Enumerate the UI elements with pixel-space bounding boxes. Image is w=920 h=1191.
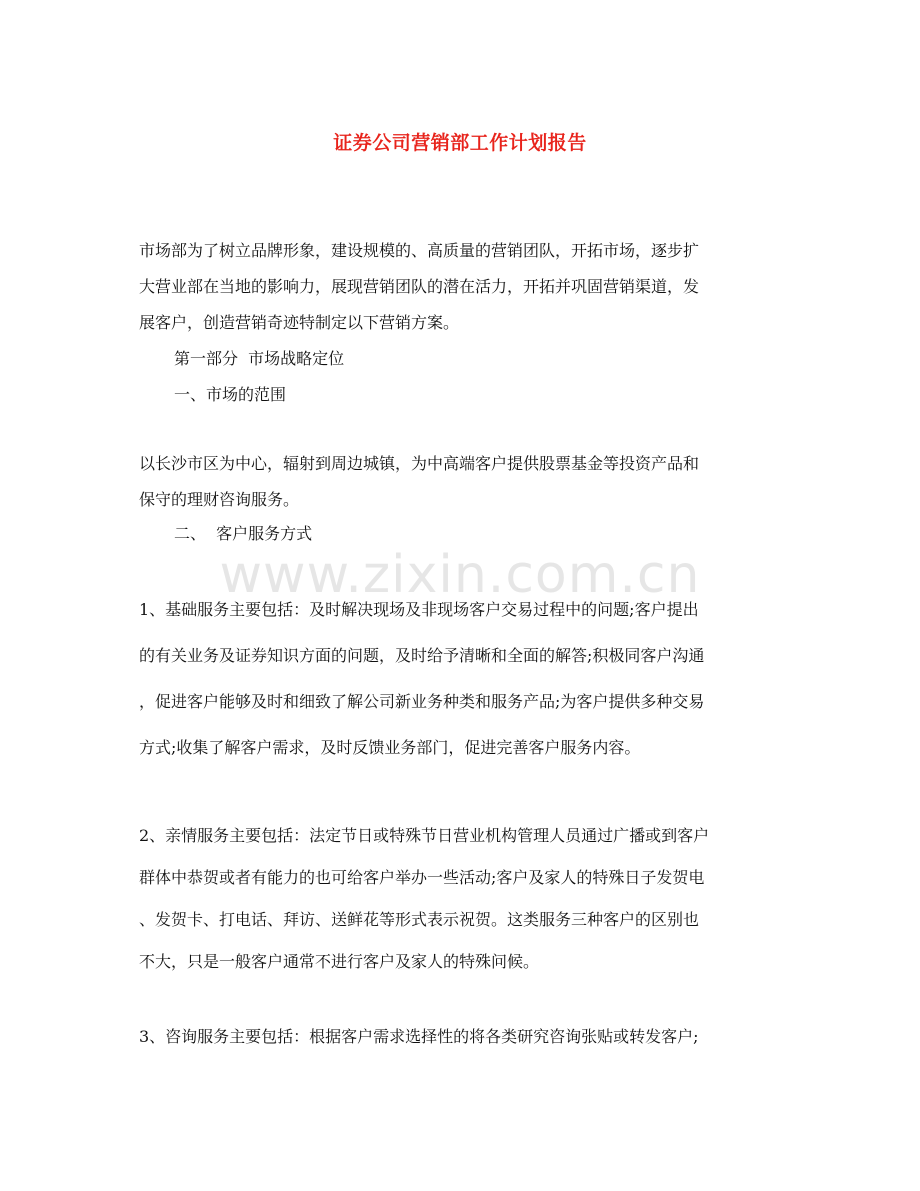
intro-line: 展客户，创造营销奇迹特制定以下营销方案。 bbox=[139, 313, 460, 332]
item2-line: 2、亲情服务主要包括：法定节日或特殊节日营业机构管理人员通过广播或到客户 bbox=[139, 826, 710, 845]
watermark: www.zixin.com.cn bbox=[219, 545, 701, 605]
intro-paragraph bbox=[139, 233, 784, 341]
item1-line: ，促进客户能够及时和细致了解公司新业务种类和服务产品;为客户提供多种交易 bbox=[139, 692, 705, 711]
item1-paragraph bbox=[139, 587, 784, 771]
part-heading: 第一部分 市场战略定位 bbox=[174, 349, 345, 368]
item1-line: 的有关业务及证券知识方面的问题，及时给予清晰和全面的解答;积极同客户沟通 bbox=[139, 646, 705, 665]
intro-line: 大营业部在当地的影响力，展现营销团队的潜在活力，开拓并巩固营销渠道，发 bbox=[139, 277, 700, 296]
item2-paragraph bbox=[139, 815, 784, 983]
section1-paragraph bbox=[139, 446, 784, 518]
document-title: 证券公司营销部工作计划报告 bbox=[333, 132, 587, 154]
item1-line: 1、基础服务主要包括：及时解决现场及非现场客户交易过程中的问题;客户提出 bbox=[139, 600, 699, 619]
intro-line: 市场部为了树立品牌形象，建设规模的、高质量的营销团队，开拓市场，逐步扩 bbox=[139, 241, 700, 260]
item2-line: 群体中恭贺或者有能力的也可给客户举办一些活动;客户及家人的特殊日子发贺电 bbox=[139, 868, 705, 887]
item2-line: 、发贺卡、打电话、拜访、送鲜花等形式表示祝贺。这类服务三种客户的区别也 bbox=[139, 910, 700, 929]
item3-paragraph bbox=[139, 1019, 784, 1055]
item3-line: 3、咨询服务主要包括：根据客户需求选择性的将各类研究咨询张贴或转发客户; bbox=[139, 1027, 699, 1046]
item2-line: 不大，只是一般客户通常不进行客户及家人的特殊问候。 bbox=[139, 952, 540, 971]
section2-heading: 二、 客户服务方式 bbox=[174, 524, 313, 543]
section1-line: 以长沙市区为中心，辐射到周边城镇，为中高端客户提供股票基金等投资产品和 bbox=[139, 454, 700, 473]
section1-line: 保守的理财咨询服务。 bbox=[139, 490, 300, 509]
section1-heading: 一、市场的范围 bbox=[174, 385, 287, 404]
item1-line: 方式;收集了解客户需求，及时反馈业务部门，促进完善客户服务内容。 bbox=[139, 738, 641, 757]
